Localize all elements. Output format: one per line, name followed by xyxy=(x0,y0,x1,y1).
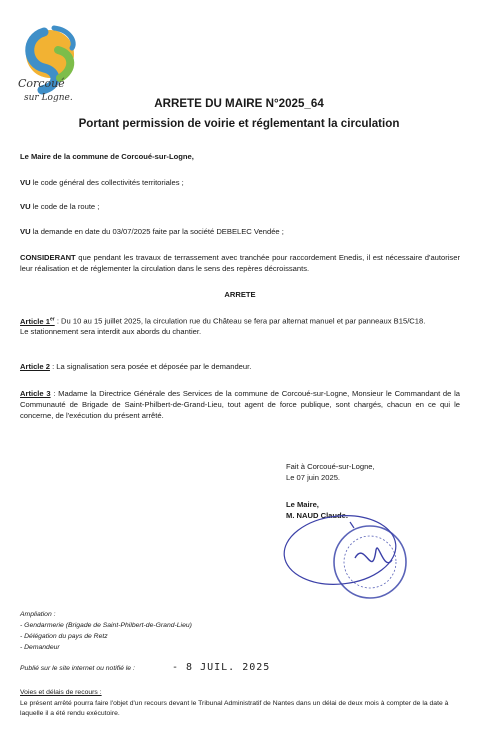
vu-line-2 xyxy=(20,202,460,213)
signature-place: Fait à Corcoué-sur-Logne, xyxy=(286,462,375,471)
article-1 xyxy=(20,314,460,338)
article-3-label: Article 3 xyxy=(20,389,51,398)
document-title: ARRETE DU MAIRE N°2025_64 xyxy=(154,97,324,110)
arrete-heading: ARRETE xyxy=(224,290,256,299)
publication-stamp-date: - 8 JUIL. 2025 xyxy=(172,662,271,673)
ampliation-heading: Ampliation : xyxy=(20,611,56,618)
article-3 xyxy=(20,389,460,421)
article-2-label: Article 2 xyxy=(20,362,50,371)
considerant-paragraph xyxy=(20,253,460,275)
intro-line: Le Maire de la commune de Corcoué-sur-Logne, xyxy=(20,152,194,161)
vu-lead: VU xyxy=(20,202,31,211)
article-1-label-text: Article 1 xyxy=(20,316,50,326)
document-subtitle: Portant permission de voirie et réglementant la circulation xyxy=(78,117,400,130)
considerant-lead: CONSIDERANT xyxy=(20,253,76,262)
vu-lead: VU xyxy=(20,178,31,187)
logo-text-2: sur Logne. xyxy=(24,93,73,103)
vu-lead: VU xyxy=(20,227,31,236)
corcoue-logo-icon xyxy=(14,24,98,108)
article-1-extra: Le stationnement sera interdit aux abords du chantier. xyxy=(20,327,202,337)
ampliation-item: - Demandeur xyxy=(20,644,60,651)
signature-role: Le Maire, xyxy=(286,500,319,509)
article-1-sup: er xyxy=(49,316,55,322)
signature-name: M. NAUD Claude. xyxy=(286,511,349,520)
ampliation-item: - Délégation du pays de Retz xyxy=(20,633,108,640)
article-1-label xyxy=(20,317,55,326)
vu-text: le code de la route ; xyxy=(30,202,100,211)
considerant-text: que pendant les travaux de terrassement avec tranchée pour raccordement Enedis, il est nécessaire d'autoriser leur réalisation et de réglementer la circulation dans le sens des repères décroissants. xyxy=(20,253,460,273)
logo-text-1: Corcoué xyxy=(18,77,65,90)
article-1-text: : Du 10 au 15 juillet 2025, la circulation rue du Château se fera par alternat manuel et par panneaux B15/C18. xyxy=(54,316,426,326)
article-2 xyxy=(20,362,460,373)
signature-date: Le 07 juin 2025. xyxy=(286,473,341,482)
vu-line-3 xyxy=(20,227,460,238)
vu-line-1 xyxy=(20,178,460,189)
article-3-text: : Madame la Directrice Générale des Services de la commune de Corcoué-sur-Logne, Monsieur le Commandant de la Communauté de Brigade de Saint-Philbert-de-Grand-Lieu, tout agent de force publique, sont chargés, chacun en ce qui le concerne, de l'exécution du présent arrêté. xyxy=(20,389,460,420)
vu-text: le code général des collectivités territoriales ; xyxy=(30,178,184,187)
recours-heading: Voies et délais de recours : xyxy=(20,689,102,696)
vu-text: la demande en date du 03/07/2025 faite par la société DEBELEC Vendée ; xyxy=(30,227,284,236)
mayor-stamp-signature-icon xyxy=(280,510,440,610)
ampliation-item: - Gendarmerie (Brigade de Saint-Philbert-de-Grand-Lieu) xyxy=(20,622,192,629)
publication-label: Publié sur le site internet ou notifié le : xyxy=(20,665,135,672)
recours-text: Le présent arrêté pourra faire l'objet d'un recours devant le Tribunal Administratif de Nantes dans un délai de deux mois à compter de la date à laquelle il a été rendu exécutoire. xyxy=(20,700,449,717)
article-2-text: : La signalisation sera posée et déposée par le demandeur. xyxy=(49,362,252,371)
